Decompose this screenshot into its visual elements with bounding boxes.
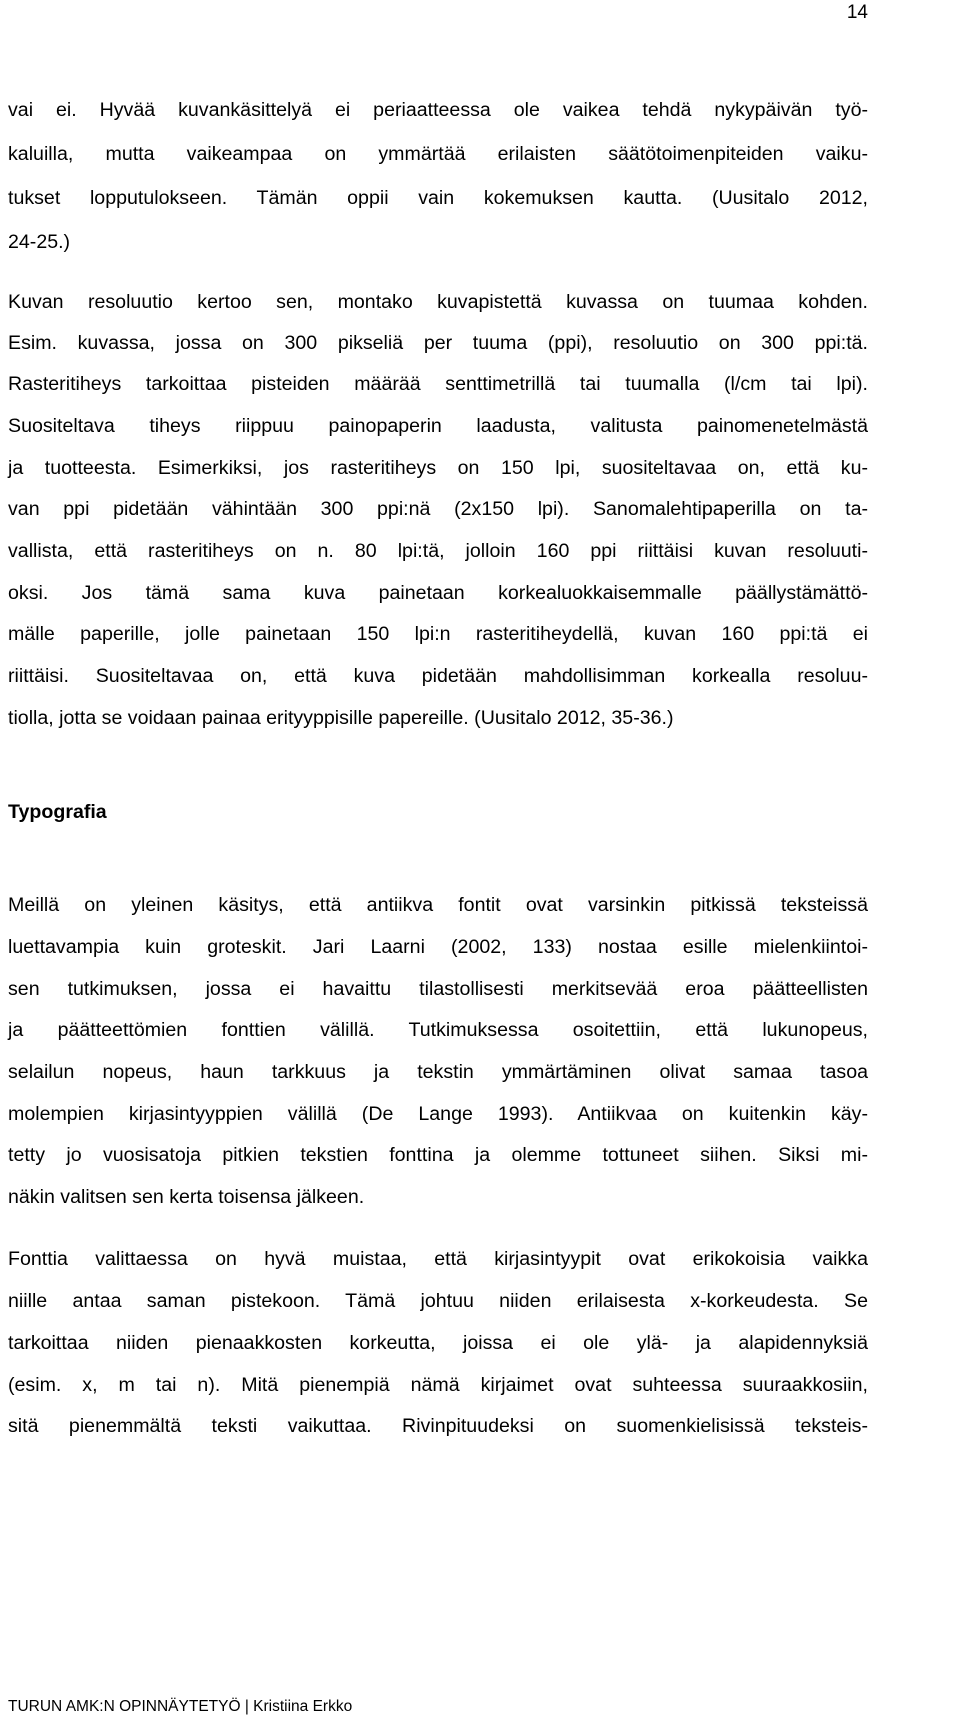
text-line: mälle paperille, jolle painetaan 150 lpi:n rasteritiheydellä, kuvan 160 ppi:tä ei (8, 623, 868, 645)
text-line: Meillä on yleinen käsitys, että antiikva fontit ovat varsinkin pitkissä teksteissä (8, 894, 868, 916)
text-line: vallista, että rasteritiheys on n. 80 lpi:tä, jolloin 160 ppi riittäisi kuvan resoluuti- (8, 540, 868, 562)
text-line: tiolla, jotta se voidaan painaa erityyppisille papereille. (Uusitalo 2012, 35-36.) (8, 707, 674, 729)
text-line: luettavampia kuin groteskit. Jari Laarni (2002, 133) nostaa esille mielenkiintoi- (8, 936, 868, 958)
text-line: oksi. Jos tämä sama kuva painetaan korkealuokkaisemmalle päällystämättö- (8, 582, 868, 604)
text-line: Fonttia valittaessa on hyvä muistaa, että kirjasintyypit ovat erikokoisia vaikka (8, 1248, 868, 1270)
text-line: Rasteritiheys tarkoittaa pisteiden määrää senttimetrillä tai tuumalla (l/cm tai lpi). (8, 373, 868, 395)
text-line: riittäisi. Suositeltavaa on, että kuva pidetään mahdollisimman korkealla resoluu- (8, 665, 868, 687)
text-line: van ppi pidetään vähintään 300 ppi:nä (2x150 lpi). Sanomalehtipaperilla on ta- (8, 498, 868, 520)
text-line: ja tuotteesta. Esimerkiksi, jos rasteritiheys on 150 lpi, suositeltavaa on, että ku- (8, 457, 868, 479)
text-line: Esim. kuvassa, jossa on 300 pikseliä per tuuma (ppi), resoluutio on 300 ppi:tä. (8, 332, 868, 354)
text-line: näkin valitsen sen kerta toisensa jälkeen. (8, 1186, 365, 1208)
text-line: Kuvan resoluutio kertoo sen, montako kuvapistettä kuvassa on tuumaa kohden. (8, 291, 868, 313)
text-line: (esim. x, m tai n). Mitä pienempiä nämä kirjaimet ovat suhteessa suuraakkosiin, (8, 1374, 868, 1396)
text-line: molempien kirjasintyyppien välillä (De Lange 1993). Antiikvaa on kuitenkin käy- (8, 1103, 868, 1125)
text-line: tukset lopputulokseen. Tämän oppii vain kokemuksen kautta. (Uusitalo 2012, (8, 187, 868, 209)
text-line: tarkoittaa niiden pienaakkosten korkeutta, joissa ei ole ylä- ja alapidennyksiä (8, 1332, 868, 1354)
section-heading: Typografia (8, 801, 107, 823)
text-line: kaluilla, mutta vaikeampaa on ymmärtää erilaisten säätötoimenpiteiden vaiku- (8, 143, 868, 165)
text-line: sitä pienemmältä teksti vaikuttaa. Rivinpituudeksi on suomenkielisissä teksteis- (8, 1415, 868, 1437)
text-line: niille antaa saman pistekoon. Tämä johtuu niiden erilaisesta x-korkeudesta. Se (8, 1290, 868, 1312)
footer: TURUN AMK:N OPINNÄYTETYÖ | Kristiina Erkko (8, 1698, 353, 1715)
text-line: tetty jo vuosisatoja pitkien tekstien fonttina ja olemme tottuneet siihen. Siksi mi- (8, 1144, 868, 1166)
text-line: Suositeltava tiheys riippuu painopaperin laadusta, valitusta painomenetelmästä (8, 415, 868, 437)
text-line: ja päätteettömien fonttien välillä. Tutkimuksessa osoitettiin, että lukunopeus, (8, 1019, 868, 1041)
page-number: 14 (846, 2, 868, 23)
text-line: 24-25.) (8, 231, 71, 253)
text-line: selailun nopeus, haun tarkkuus ja tekstin ymmärtäminen olivat samaa tasoa (8, 1061, 868, 1083)
text-line: vai ei. Hyvää kuvankäsittelyä ei periaatteessa ole vaikea tehdä nykypäivän työ- (8, 99, 868, 121)
text-line: sen tutkimuksen, jossa ei havaittu tilastollisesti merkitsevää eroa päätteellisten (8, 978, 868, 1000)
